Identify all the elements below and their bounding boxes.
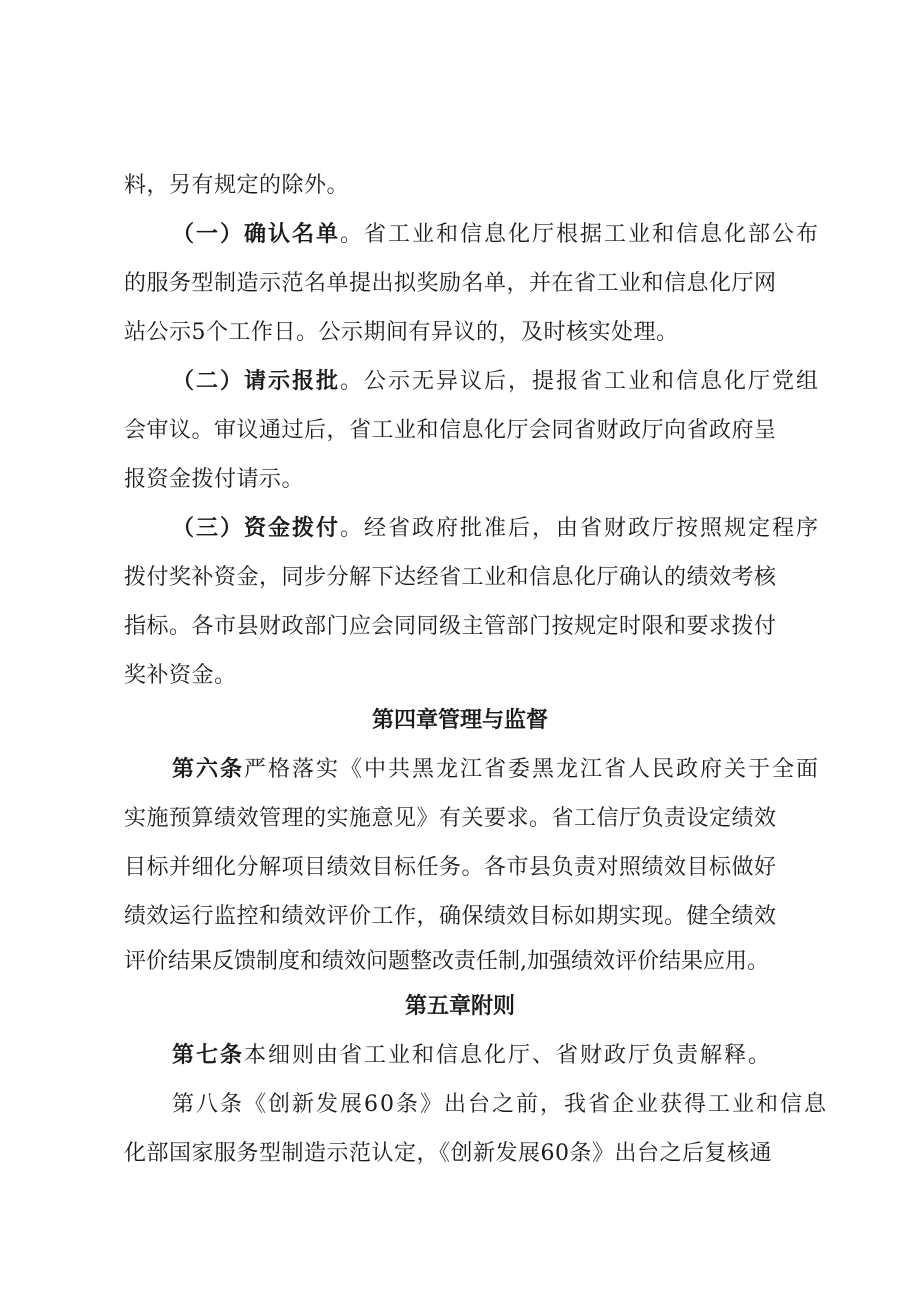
chapter-heading-4	[0, 701, 920, 741]
line-text: 报资金拨付请示。	[124, 467, 305, 492]
paragraph-line	[124, 411, 777, 451]
paragraph-line	[172, 509, 820, 549]
line-text: 。经省政府批准后，由省财政厅按照规定程序	[340, 516, 821, 541]
paragraph-line	[124, 313, 679, 353]
paragraph-line	[172, 215, 820, 255]
clause-title-request-approval: （二）请示报批	[172, 369, 341, 394]
article-6-label: 第六条	[172, 757, 245, 782]
paragraph-line	[124, 897, 777, 937]
line-text: 指标。各市县财政部门应会同同级主管部门按规定时限和要求拨付	[124, 614, 777, 639]
line-text: 料，另有规定的除外。	[124, 173, 350, 198]
paragraph-line	[124, 799, 777, 839]
paragraph-line	[124, 1134, 772, 1174]
clause-title-confirm-list: （一）确认名单	[172, 222, 341, 247]
paragraph-line	[124, 460, 304, 500]
paragraph-line	[172, 1036, 772, 1076]
paragraph-line	[172, 1085, 828, 1125]
line-text: 站公示5个工作日。公示期间有异议的，及时核实处理。	[124, 320, 679, 345]
chapter-heading-text: 第五章附则	[404, 994, 515, 1019]
line-text: 严格落实《中共黑龙江省委黑龙江省人民政府关于全面	[244, 757, 821, 782]
paragraph-line	[124, 264, 777, 304]
paragraph-line	[124, 942, 769, 982]
line-text: 绩效运行监控和绩效评价工作，确保绩效目标如期实现。健全绩效	[124, 904, 777, 929]
line-text: 奖补资金。	[124, 663, 237, 688]
line-text: 。省工业和信息化厅根据工业和信息化部公布	[340, 222, 821, 247]
paragraph-line	[124, 166, 349, 206]
line-text: 化部国家服务型制造示范认定，《创新发展60条》出台之后复核通	[124, 1141, 772, 1166]
chapter-heading-text: 第四章管理与监督	[371, 708, 548, 733]
line-text: 第八条《创新发展60条》出台之前，我省企业获得工业和信息	[172, 1092, 828, 1117]
paragraph-line	[172, 362, 820, 402]
line-text: 实施预算绩效管理的实施意见》有关要求。省工信厅负责设定绩效	[124, 806, 777, 831]
line-text: 的服务型制造示范名单提出拟奖励名单，并在省工业和信息化厅网	[124, 271, 777, 296]
line-text: 本细则由省工业和信息化厅、省财政厅负责解释。	[244, 1043, 773, 1068]
paragraph-line	[172, 750, 820, 790]
line-text: 拨付奖补资金，同步分解下达经省工业和信息化厅确认的绩效考核	[124, 565, 777, 590]
line-text: 。公示无异议后，提报省工业和信息化厅党组	[340, 369, 821, 394]
article-7-label: 第七条	[172, 1043, 245, 1068]
clause-title-fund-allocation: （三）资金拨付	[172, 516, 341, 541]
paragraph-line	[124, 656, 237, 696]
line-text: 会审议。审议通过后，省工业和信息化厅会同省财政厅向省政府呈	[124, 418, 777, 443]
paragraph-line	[124, 558, 777, 598]
line-text: 评价结果反馈制度和绩效问题整改责任制,加强绩效评价结果应用。	[124, 949, 769, 974]
line-text: 目标并细化分解项目绩效目标任务。各市县负责对照绩效目标做好	[124, 855, 777, 880]
paragraph-line	[124, 607, 777, 647]
chapter-heading-5	[0, 987, 920, 1027]
paragraph-line	[124, 848, 777, 888]
